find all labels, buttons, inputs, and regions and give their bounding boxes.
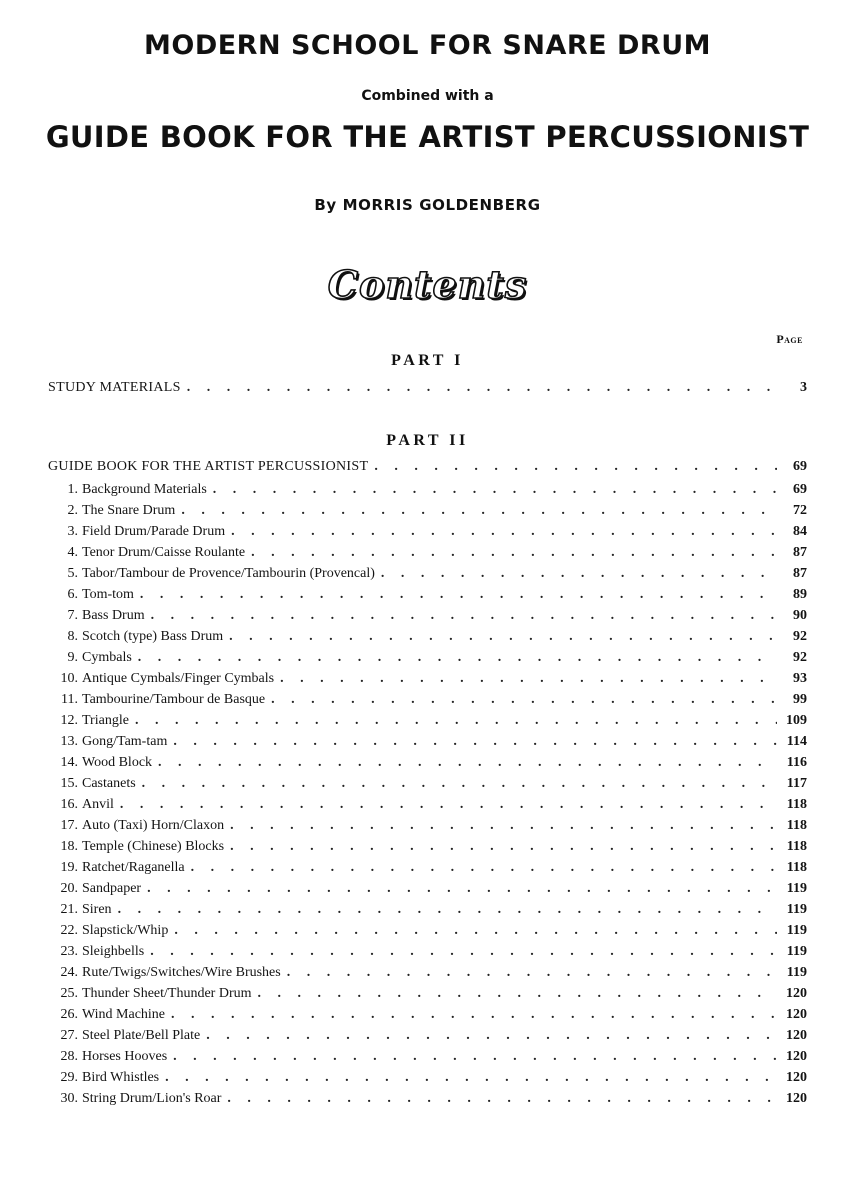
dot-leader: [230, 839, 777, 855]
contents-heading: Contents: [327, 262, 528, 307]
toc-entry-label: Temple (Chinese) Blocks: [82, 839, 225, 854]
book-title: MODERN SCHOOL FOR SNARE DRUM: [144, 30, 711, 61]
toc-entry-number: 20.: [60, 881, 78, 896]
dot-leader: [231, 524, 777, 540]
toc-entry-number: 28.: [60, 1049, 78, 1064]
toc-entry-page: 120: [786, 1028, 807, 1043]
toc-entry-page: 93: [793, 671, 807, 686]
dot-leader: [229, 629, 777, 645]
dot-leader: [191, 860, 777, 876]
toc-entry-page: 120: [786, 1091, 807, 1106]
toc-entry: [52, 524, 807, 544]
dot-leader: [187, 380, 777, 396]
dot-leader: [258, 986, 777, 1002]
dot-leader: [158, 755, 777, 771]
toc-entry: [52, 797, 807, 817]
toc-entry-page: 118: [786, 818, 807, 833]
toc-entry: [52, 986, 807, 1006]
toc-entry-page: 72: [793, 503, 807, 518]
toc-entry-number: 21.: [60, 902, 78, 917]
toc-entry-page: 3: [800, 380, 807, 395]
toc-entry-label: Tambourine/Tambour de Basque: [82, 692, 266, 707]
dot-leader: [271, 692, 777, 708]
toc-entry-label: Field Drum/Parade Drum: [82, 524, 226, 539]
dot-leader: [140, 587, 777, 603]
toc-entry-page: 117: [786, 776, 807, 791]
part-2-heading: PART II: [386, 432, 469, 449]
toc-entry-number: 2.: [67, 503, 78, 518]
dot-leader: [174, 923, 777, 939]
toc-entry-label: Slapstick/Whip: [82, 923, 169, 938]
toc-entry-number: 13.: [60, 734, 78, 749]
toc-entry-page: 119: [786, 965, 807, 980]
toc-entry-number: 7.: [67, 608, 78, 623]
toc-entry-label: Tenor Drum/Caisse Roulante: [82, 545, 246, 560]
toc-entry-page: 92: [793, 629, 807, 644]
dot-leader: [151, 608, 777, 624]
toc-entry-page: 87: [793, 545, 807, 560]
toc-entry-number: 27.: [60, 1028, 78, 1043]
toc-entry-page: 119: [786, 881, 807, 896]
toc-entry-page: 118: [786, 860, 807, 875]
toc-entry-number: 22.: [60, 923, 78, 938]
toc-entry-label: Anvil: [82, 797, 114, 812]
toc-entry-label: Cymbals: [82, 650, 132, 665]
toc-entry-page: 120: [786, 1007, 807, 1022]
toc-entry: [52, 860, 807, 880]
toc-entry-label: Antique Cymbals/Finger Cymbals: [82, 671, 275, 686]
toc-entry-page: 118: [786, 839, 807, 854]
toc-entry: [48, 459, 807, 479]
toc-entry-number: 14.: [60, 755, 78, 770]
toc-entry-page: 120: [786, 986, 807, 1001]
dot-leader: [181, 503, 777, 519]
toc-entry: [52, 692, 807, 712]
toc-entry-label: The Snare Drum: [82, 503, 176, 518]
toc-entry: [52, 1070, 807, 1090]
dot-leader: [173, 1049, 777, 1065]
toc-entry-number: 8.: [67, 629, 78, 644]
toc-entry-number: 18.: [60, 839, 78, 854]
toc-entry: [52, 1049, 807, 1069]
dot-leader: [227, 1091, 777, 1107]
toc-entry-page: 99: [793, 692, 807, 707]
toc-entry: [52, 629, 807, 649]
dot-leader: [118, 902, 777, 918]
toc-entry-page: 109: [786, 713, 807, 728]
dot-leader: [171, 1007, 777, 1023]
toc-entry-number: 30.: [60, 1091, 78, 1106]
combined-with-text: Combined with a: [361, 88, 494, 104]
toc-entry-number: 19.: [60, 860, 78, 875]
toc-entry-label: Castanets: [82, 776, 136, 791]
dot-leader: [381, 566, 777, 582]
toc-entry-label: Wood Block: [82, 755, 153, 770]
toc-entry-page: 120: [786, 1070, 807, 1085]
book-subtitle: GUIDE BOOK FOR THE ARTIST PERCUSSIONIST: [45, 120, 810, 154]
toc-entry-label: Bass Drum: [82, 608, 145, 623]
toc-entry-label: Tom-tom: [82, 587, 134, 602]
toc-entry-label: Rute/Twigs/Switches/Wire Brushes: [82, 965, 281, 980]
toc-entry: [52, 503, 807, 523]
toc-entry-label: Ratchet/Raganella: [82, 860, 185, 875]
toc-entry-number: 3.: [67, 524, 78, 539]
toc-entry-number: 4.: [67, 545, 78, 560]
toc-entry: [52, 839, 807, 859]
page-column-label: Page: [776, 332, 803, 346]
toc-entry-page: 114: [786, 734, 807, 749]
toc-entry-page: 116: [786, 755, 807, 770]
toc-entry: [52, 587, 807, 607]
toc-entry-page: 69: [793, 482, 807, 497]
toc-entry-number: 9.: [67, 650, 78, 665]
toc-entry-label: STUDY MATERIALS: [48, 380, 181, 395]
dot-leader: [138, 650, 777, 666]
toc-entry-number: 24.: [60, 965, 78, 980]
toc-entry: [52, 713, 807, 733]
toc-entry-number: 6.: [67, 587, 78, 602]
toc-entry-page: 118: [786, 797, 807, 812]
toc-entry-label: Thunder Sheet/Thunder Drum: [82, 986, 252, 1001]
dot-leader: [165, 1070, 777, 1086]
author-line: By MORRIS GOLDENBERG: [314, 196, 541, 214]
toc-entry-number: 15.: [60, 776, 78, 791]
toc-entry: [52, 671, 807, 691]
toc-entry-label: Sandpaper: [82, 881, 142, 896]
toc-entry-label: Horses Hooves: [82, 1049, 168, 1064]
dot-leader: [150, 944, 777, 960]
toc-entry-number: 26.: [60, 1007, 78, 1022]
dot-leader: [213, 482, 777, 498]
toc-entry-label: Sleighbells: [82, 944, 145, 959]
toc-entry-label: Triangle: [82, 713, 129, 728]
toc-entry-number: 16.: [60, 797, 78, 812]
toc-entry: [52, 566, 807, 586]
toc-entry-label: Gong/Tam-tam: [82, 734, 168, 749]
toc-entry-number: 5.: [67, 566, 78, 581]
toc-entry-page: 89: [793, 587, 807, 602]
toc-entry-label: Background Materials: [82, 482, 207, 497]
toc-entry-number: 12.: [60, 713, 78, 728]
dot-leader: [230, 818, 777, 834]
toc-entry: [52, 1028, 807, 1048]
toc-entry-number: 25.: [60, 986, 78, 1001]
toc-entry-number: 17.: [60, 818, 78, 833]
toc-entry-page: 87: [793, 566, 807, 581]
toc-entry-number: 10.: [60, 671, 78, 686]
toc-entry-page: 84: [793, 524, 807, 539]
toc-entry-label: Scotch (type) Bass Drum: [82, 629, 224, 644]
dot-leader: [287, 965, 777, 981]
toc-entry: [52, 1007, 807, 1027]
dot-leader: [251, 545, 777, 561]
toc-entry-label: Bird Whistles: [82, 1070, 160, 1085]
toc-entry-page: 119: [786, 902, 807, 917]
dot-leader: [120, 797, 777, 813]
toc-entry: [52, 734, 807, 754]
toc-entry: [52, 608, 807, 628]
toc-entry-page: 69: [793, 459, 807, 474]
toc-entry: [52, 965, 807, 985]
toc-entry-number: 23.: [60, 944, 78, 959]
toc-entry-number: 11.: [61, 692, 78, 707]
toc-entry: [52, 923, 807, 943]
toc-entry: [52, 650, 807, 670]
part-1-heading: PART I: [391, 352, 464, 369]
toc-entry: [52, 902, 807, 922]
toc-entry: [52, 776, 807, 796]
toc-entry: [52, 545, 807, 565]
dot-leader: [147, 881, 777, 897]
toc-entry-page: 119: [786, 944, 807, 959]
toc-entry: [52, 1091, 807, 1111]
toc-entry-number: 29.: [60, 1070, 78, 1085]
toc-entry-label: Tabor/Tambour de Provence/Tambourin (Provencal): [82, 566, 375, 581]
toc-entry-label: Wind Machine: [82, 1007, 166, 1022]
toc-entry: [52, 944, 807, 964]
toc-entry: [52, 482, 807, 502]
toc-entry-label: String Drum/Lion's Roar: [82, 1091, 222, 1106]
toc-entry: [48, 380, 807, 400]
toc-entry-label: GUIDE BOOK FOR THE ARTIST PERCUSSIONIST: [48, 459, 369, 474]
dot-leader: [135, 713, 777, 729]
toc-entry-number: 1.: [67, 482, 78, 497]
toc-entry-page: 120: [786, 1049, 807, 1064]
toc-entry: [52, 755, 807, 775]
dot-leader: [142, 776, 777, 792]
dot-leader: [173, 734, 777, 750]
dot-leader: [280, 671, 777, 687]
toc-entry-label: Siren: [82, 902, 112, 917]
toc-entry-label: Auto (Taxi) Horn/Claxon: [82, 818, 225, 833]
toc-entry-page: 119: [786, 923, 807, 938]
toc-entry-page: 90: [793, 608, 807, 623]
dot-leader: [206, 1028, 777, 1044]
toc-entry: [52, 818, 807, 838]
toc-entry: [52, 881, 807, 901]
toc-entry-label: Steel Plate/Bell Plate: [82, 1028, 201, 1043]
dot-leader: [374, 459, 777, 475]
toc-entry-page: 92: [793, 650, 807, 665]
